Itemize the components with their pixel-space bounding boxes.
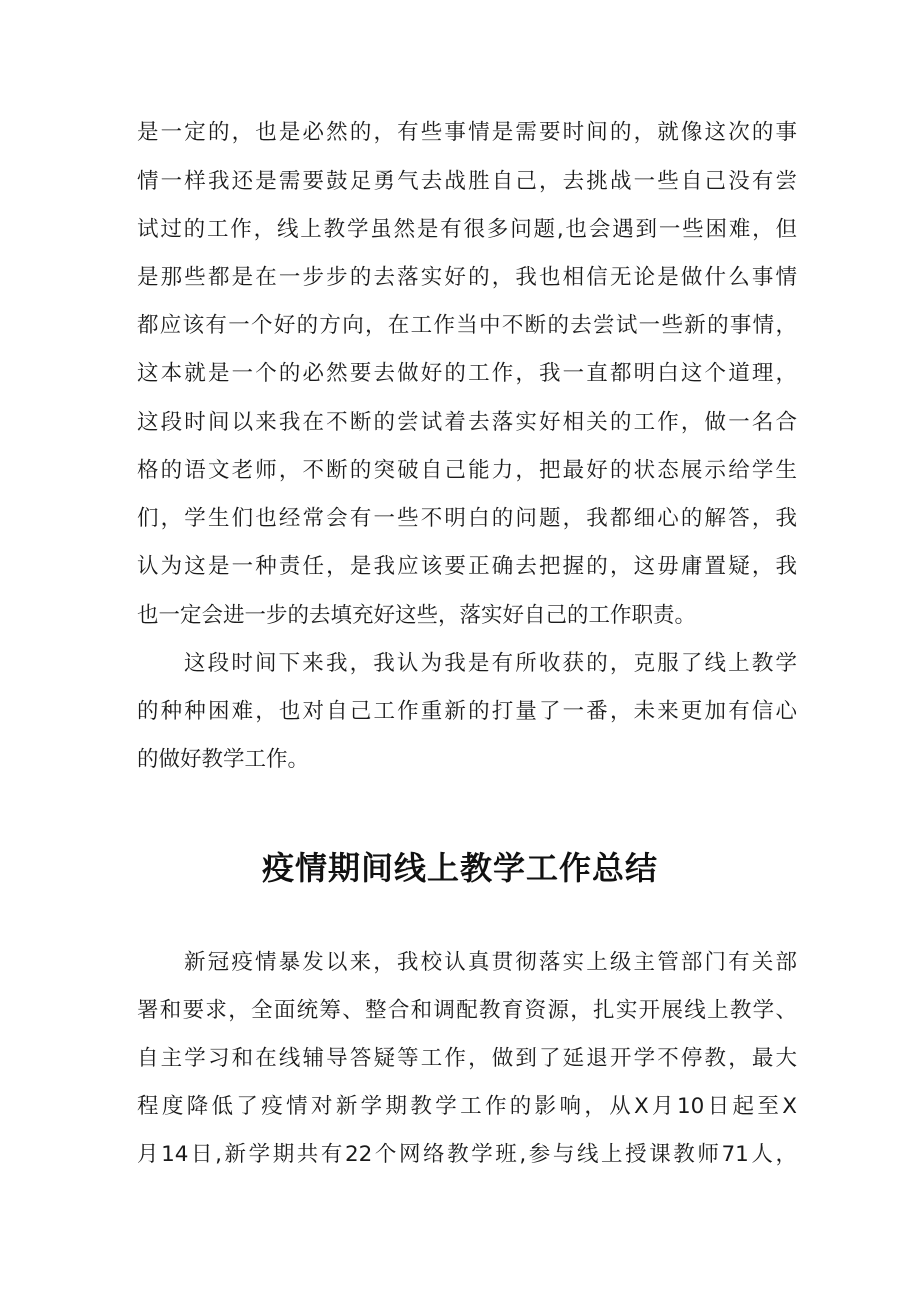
paragraph-line: 新冠疫情暴发以来，我校认真贯彻落实上级主管部门有关部: [184, 950, 797, 975]
paragraph-line: 的做好教学工作。: [137, 747, 310, 772]
paragraph-line: 自主学习和在线辅导答疑等工作，做到了延退开学不停教，最大: [137, 1046, 797, 1071]
paragraph-line: 月14日,新学期共有22个网络教学班,参与线上授课教师71人，: [137, 1142, 797, 1167]
paragraph-line: 都应该有一个好的方向，在工作当中不断的去尝试一些新的事情，: [137, 313, 797, 338]
paragraph-line: 程度降低了疫情对新学期教学工作的影响，从X月10日起至X: [137, 1094, 797, 1119]
paragraph-line: 试过的工作，线上教学虽然是有很多问题,也会遇到一些困难，但: [137, 217, 797, 242]
paragraph-line: 们，学生们也经常会有一些不明白的问题，我都细心的解答，我: [137, 506, 797, 531]
paragraph-line: 这段时间以来我在不断的尝试着去落实好相关的工作，做一名合: [137, 410, 797, 435]
paragraph-line: 格的语文老师，不断的突破自己能力，把最好的状态展示给学生: [137, 458, 797, 483]
paragraph-line: 这本就是一个的必然要去做好的工作，我一直都明白这个道理，: [137, 361, 797, 386]
section-title: 疫情期间线上教学工作总结: [261, 849, 658, 887]
paragraph-line: 是那些都是在一步步的去落实好的，我也相信无论是做什么事情: [137, 265, 797, 290]
paragraph-line: 认为这是一种责任，是我应该要正确去把握的，这毋庸置疑，我: [137, 554, 797, 579]
paragraph-line: 的种种困难，也对自己工作重新的打量了一番，未来更加有信心: [137, 699, 797, 724]
paragraph-line: 署和要求，全面统筹、整合和调配教育资源，扎实开展线上教学、: [137, 998, 797, 1023]
paragraph-line: 情一样我还是需要鼓足勇气去战胜自己，去挑战一些自己没有尝: [137, 169, 797, 194]
paragraph-line: 是一定的，也是必然的，有些事情是需要时间的，就像这次的事: [137, 120, 797, 145]
paragraph-line: 这段时间下来我，我认为我是有所收获的，克服了线上教学: [184, 651, 797, 676]
paragraph-line: 也一定会进一步的去填充好这些，落实好自己的工作职责。: [137, 603, 697, 628]
